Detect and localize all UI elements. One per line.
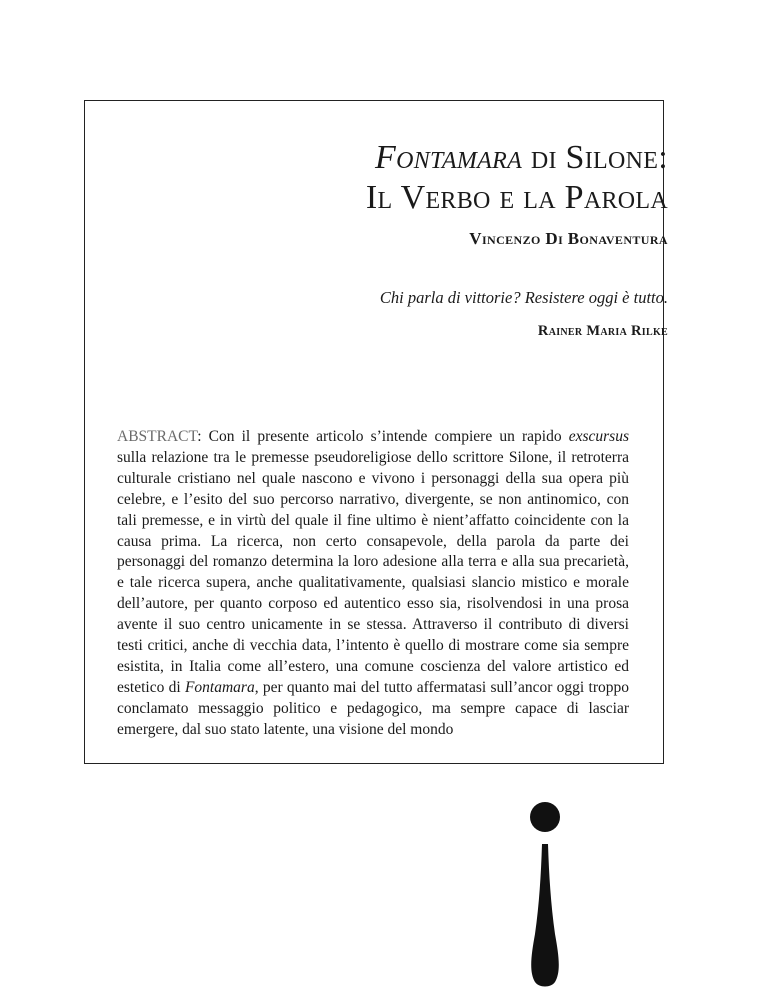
article-title: [366, 138, 668, 218]
epigraph-quote: Chi parla di vittorie? Resistere oggi è tutto.: [379, 288, 668, 307]
exclamation-mark-icon: [522, 796, 568, 995]
exclamation-mark-graphic: [522, 796, 568, 990]
article-author: Vincenzo Di Bonaventura: [469, 229, 668, 248]
abstract-text-2: sulla relazione tra le premesse pseudoreligiose dello scrittore Silone, il retroterra culturale cristiano nel quale nascono e vivono i personaggi della sua opera più celebre, e l’esito del suo percorso narrativo, divergente, se non antinomico, con tali premesse, e in virtù del quale il fine ultimo è nient’affatto coincidente con la causa prima. La ricerca, non certo consapevole, della parola da parte dei personaggi del romanzo determina la loro adesione alla terra e alla sua precarietà, e tale ricerca supera, anche qualitativamente, qualsiasi slancio mistico e morale dell’autore, per quanto corposo ed autentico esso sia, risolvendosi in una prosa avente il suo centro unicamente in se stessa. Attraverso il contributo di diversi testi critici, anche di vecchia data, l’intento è quello di mostrare come sia sempre esistita, in Italia come all’estero, una comune coscienza del valore artistico ed estetico di: [117, 448, 629, 696]
abstract-separator: :: [197, 428, 209, 445]
abstract-text-3: , per quanto mai del tutto affermatasi sull’ancor oggi troppo conclamato messaggio politico e pedagogico, ma sempre capace di lasciar emergere, dal suo stato latente, una visione del mondo: [117, 678, 629, 738]
title-line-2: Il Verbo e la Parola: [365, 179, 668, 216]
title-work: Fontamara: [375, 139, 523, 176]
title-line-1-rest: di Silone:: [522, 139, 668, 176]
abstract-label: ABSTRACT: [117, 428, 198, 445]
abstract-term-exscursus: exscursus: [568, 428, 629, 445]
epigraph-author: Rainer Maria Rilke: [537, 323, 668, 339]
abstract-text-1: Con il presente articolo s’intende compiere un rapido: [208, 428, 569, 445]
abstract-paragraph: [117, 427, 629, 741]
title-line-1: [366, 138, 668, 178]
abstract-term-fontamara: Fontamara: [184, 678, 255, 696]
